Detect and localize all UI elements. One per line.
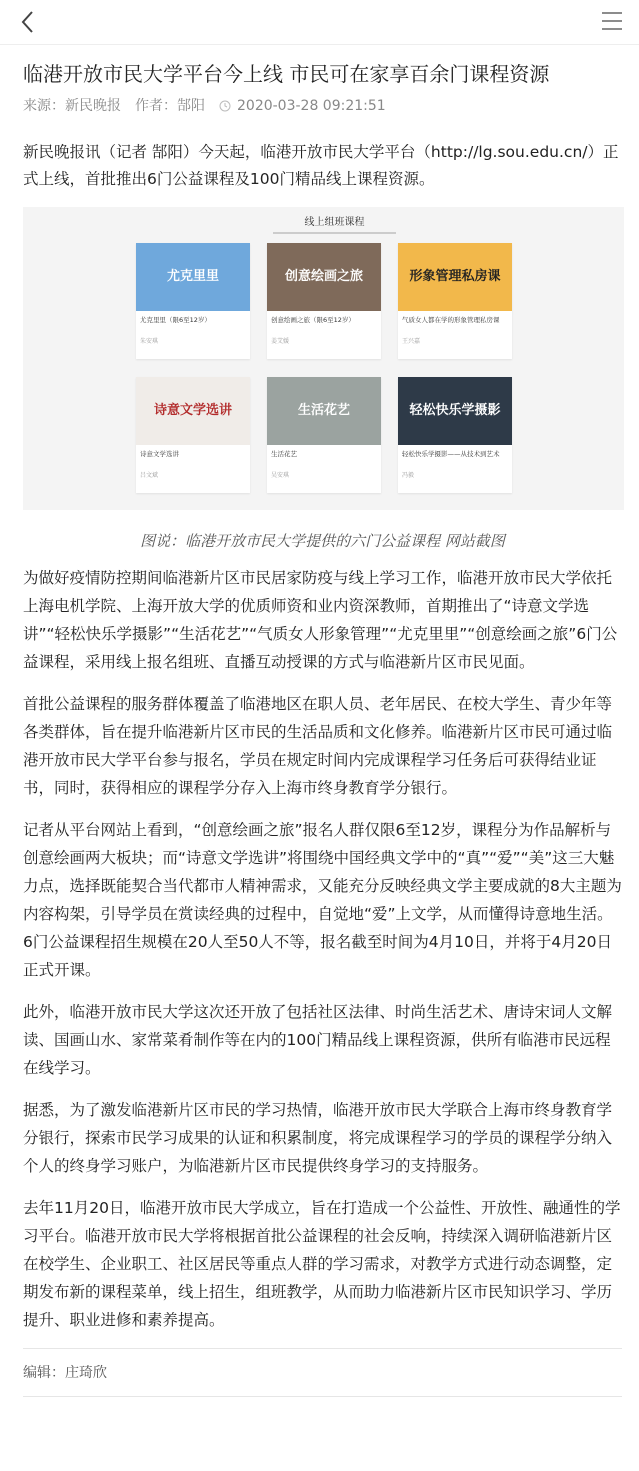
article-container	[0, 59, 639, 1397]
course-teacher: 吴安琪	[271, 472, 290, 479]
article-lead: 新民晚报讯（记者 郜阳）今天起，临港开放市民大学平台（http://lg.sou.edu.cn/）正式上线，首批推出6门公益课程及100门精品线上课程资源。	[23, 143, 619, 188]
course-thumbnail	[136, 243, 250, 311]
course-name: 气质女人都在学的形象管理私房课	[402, 316, 500, 324]
course-card[interactable]	[267, 377, 381, 493]
course-thumbnail	[136, 377, 250, 445]
course-card[interactable]	[398, 243, 512, 359]
course-footer	[267, 345, 381, 353]
article-source: 来源：新民晚报	[23, 98, 121, 114]
course-teacher: 姜艾媛	[271, 338, 290, 345]
article-editor: 编辑：庄琦欣	[23, 1365, 107, 1381]
course-footer	[136, 345, 250, 353]
course-card[interactable]	[267, 243, 381, 359]
article-meta	[23, 95, 622, 117]
course-thumbnail-text: 形象管理私房课	[409, 269, 501, 284]
course-footer	[136, 479, 250, 487]
course-name: 轻松快乐学摄影——从技术到艺术	[402, 450, 500, 458]
divider	[23, 1396, 622, 1397]
article-author: 作者：郜阳	[135, 98, 205, 114]
course-thumbnail-text: 诗意文学选讲	[153, 403, 232, 418]
course-thumbnail-text: 轻松快乐学摄影	[409, 403, 501, 418]
article-paragraph: 首批公益课程的服务群体覆盖了临港地区在职人员、老年居民、在校大学生、青少年等各类群体，旨在提升临港新片区市民的生活品质和文化修养。临港新片区市民可通过临港开放市民大学平台参与报名，学员在规定时间内完成课程学习任务后可获得结业证书，同时，获得相应的课程学分存入上海市终身教育学分银行。	[23, 695, 613, 797]
top-nav-bar	[0, 0, 639, 45]
article-paragraph: 为做好疫情防控期间临港新片区市民居家防疫与线上学习工作，临港开放市民大学依托上海电机学院、上海开放大学的优质师资和业内资深教师，首期推出了“诗意文学选讲”“轻松快乐学摄影”“生活花艺”“气质女人形象管理”“尤克里里”“创意绘画之旅”6门公益课程，采用线上报名组班、直播互动授课的方式与临港新片区市民见面。	[23, 569, 618, 671]
course-thumbnail	[398, 243, 512, 311]
article-body	[23, 564, 622, 1334]
course-thumbnail	[267, 377, 381, 445]
course-card[interactable]	[398, 377, 512, 493]
course-footer	[398, 479, 512, 487]
course-thumbnail-text: 创意绘画之旅	[284, 269, 363, 284]
article-datetime: 2020-03-28 09:21:51	[237, 98, 386, 114]
course-teacher: 朱安琪	[140, 338, 159, 345]
article-figure	[23, 207, 624, 510]
article-paragraph: 据悉，为了激发临港新片区市民的学习热情，临港开放市民大学联合上海市终身教育学分银行，探索市民学习成果的认证和积累制度，将完成课程学习的学员的课程学分纳入个人的终身学习账户，为临港新片区市民提供终身学习的支持服务。	[23, 1101, 613, 1175]
article-paragraph: 记者从平台网站上看到，“创意绘画之旅”报名人群仅限6至12岁，课程分为作品解析与创意绘画两大板块；而“诗意文学选讲”将围绕中国经典文学中的“真”“爱”“美”这三大魅力点，选择既能契合当代都市人精神需求，又能充分反映经典文学主要成就的8大主题为内容构架，引导学员在赏读经典的过程中，自觉地“爱”上文学，从而懂得诗意地生活。6门公益课程招生规模在20人至50人不等，报名截至时间为4月10日，并将于4月20日正式开课。	[23, 821, 622, 979]
article-paragraph: 此外，临港开放市民大学这次还开放了包括社区法律、时尚生活艺术、唐诗宋词人文解读、国画山水、家常菜肴制作等在内的100门精品线上课程资源，供所有临港市民远程在线学习。	[23, 1003, 613, 1077]
course-footer	[398, 345, 512, 353]
article-title: 临港开放市民大学平台今上线 市民可在家享百余门课程资源	[23, 62, 550, 86]
divider	[23, 1348, 622, 1349]
course-thumbnail	[398, 377, 512, 445]
article-paragraph: 去年11月20日，临港开放市民大学成立，旨在打造成一个公益性、开放性、融通性的学习平台。临港开放市民大学将根据首批公益课程的社会反响，持续深入调研临港新片区在校学生、企业职工、社区居民等重点人群的学习需求，对教学方式进行动态调整，定期发布新的课程菜单，线上招生，组班教学，从而助力临港新片区市民知识学习、学历提升、职业进修和素养提高。	[23, 1199, 621, 1329]
course-thumbnail-text: 尤克里里	[166, 269, 219, 284]
course-footer	[267, 479, 381, 487]
course-teacher: 王兴嘉	[402, 338, 421, 345]
course-teacher: 冯毅	[402, 472, 415, 479]
course-name: 诗意文学选讲	[140, 450, 179, 458]
figure-caption: 图说：临港开放市民大学提供的六门公益课程 网站截图	[140, 532, 505, 550]
course-name: 创意绘画之旅（限6至12岁）	[271, 316, 355, 324]
course-card[interactable]	[136, 243, 250, 359]
hamburger-menu-icon[interactable]	[601, 10, 623, 32]
chevron-left-icon[interactable]	[14, 8, 44, 36]
clock-icon	[219, 100, 231, 112]
course-teacher: 吕文斌	[140, 472, 159, 479]
figure-heading: 线上组班课程	[273, 213, 396, 234]
course-card[interactable]	[136, 377, 250, 493]
course-thumbnail	[267, 243, 381, 311]
course-name: 尤克里里（限6至12岁）	[140, 316, 211, 324]
course-thumbnail-text: 生活花艺	[297, 403, 350, 418]
course-name: 生活花艺	[271, 450, 297, 458]
